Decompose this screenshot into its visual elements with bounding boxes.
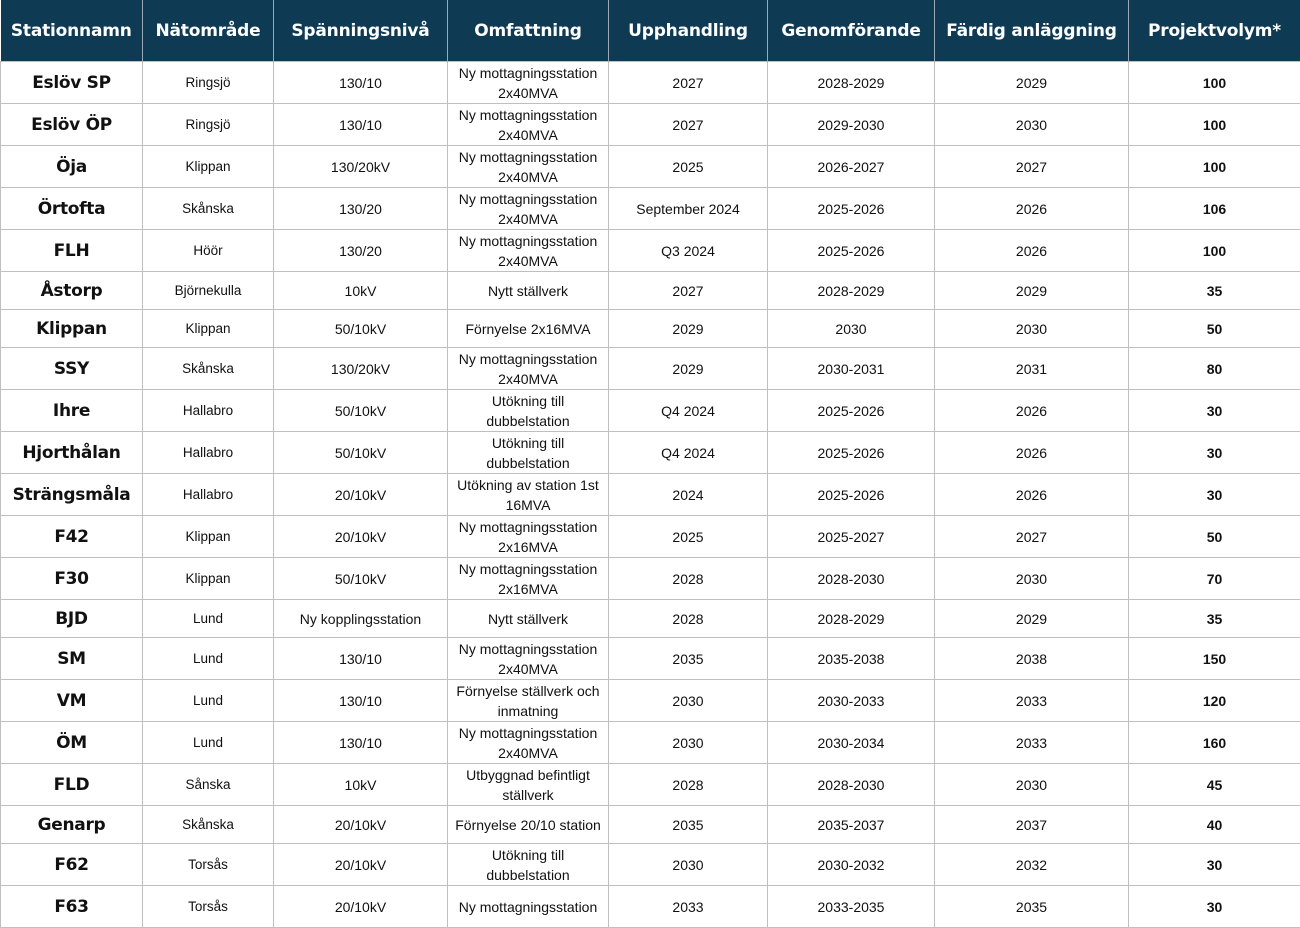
project-volume-cell[interactable]: 30 (1129, 390, 1300, 432)
network-area-cell[interactable]: Hallabro (143, 390, 274, 432)
scope-cell[interactable]: Ny mottagningsstation 2x16MVA (448, 558, 609, 600)
completed-cell[interactable]: 2026 (935, 188, 1129, 230)
completed-cell[interactable]: 2031 (935, 348, 1129, 390)
execution-cell[interactable]: 2035-2037 (768, 806, 935, 844)
table-row[interactable] (1, 474, 1300, 516)
scope-cell[interactable]: Utökning till dubbelstation (448, 390, 609, 432)
execution-cell[interactable]: 2030-2032 (768, 844, 935, 886)
station-name-cell[interactable]: Ihre (1, 390, 143, 432)
procurement-cell[interactable]: 2027 (609, 62, 768, 104)
station-name-cell[interactable]: FLD (1, 764, 143, 806)
project-volume-cell[interactable]: 40 (1129, 806, 1300, 844)
table-row[interactable] (1, 62, 1300, 104)
procurement-cell[interactable]: 2030 (609, 680, 768, 722)
table-row[interactable] (1, 638, 1300, 680)
voltage-level-cell[interactable]: 130/20 (274, 188, 448, 230)
voltage-level-cell[interactable]: 130/20 (274, 230, 448, 272)
station-name-cell[interactable]: ÖM (1, 722, 143, 764)
voltage-level-cell[interactable]: 50/10kV (274, 310, 448, 348)
column-header-natomrade[interactable]: Nätområde (143, 0, 274, 62)
procurement-cell[interactable]: 2035 (609, 638, 768, 680)
completed-cell[interactable]: 2032 (935, 844, 1129, 886)
project-volume-cell[interactable]: 100 (1129, 62, 1300, 104)
execution-cell[interactable]: 2025-2026 (768, 474, 935, 516)
execution-cell[interactable]: 2025-2026 (768, 230, 935, 272)
network-area-cell[interactable]: Klippan (143, 146, 274, 188)
station-name-cell[interactable]: Strängsmåla (1, 474, 143, 516)
station-name-cell[interactable]: Eslöv ÖP (1, 104, 143, 146)
completed-cell[interactable]: 2027 (935, 146, 1129, 188)
scope-cell[interactable]: Ny mottagningsstation 2x40MVA (448, 348, 609, 390)
network-area-cell[interactable]: Skånska (143, 348, 274, 390)
station-name-cell[interactable]: SM (1, 638, 143, 680)
station-name-cell[interactable]: F42 (1, 516, 143, 558)
project-volume-cell[interactable]: 50 (1129, 516, 1300, 558)
voltage-level-cell[interactable]: 130/10 (274, 638, 448, 680)
project-volume-cell[interactable]: 100 (1129, 230, 1300, 272)
project-volume-cell[interactable]: 120 (1129, 680, 1300, 722)
procurement-cell[interactable]: 2028 (609, 558, 768, 600)
project-volume-cell[interactable]: 80 (1129, 348, 1300, 390)
execution-cell[interactable]: 2028-2029 (768, 62, 935, 104)
scope-cell[interactable]: Nytt ställverk (448, 600, 609, 638)
voltage-level-cell[interactable]: 130/10 (274, 62, 448, 104)
column-header-fardig-anlaggning[interactable]: Färdig anläggning (935, 0, 1129, 62)
header-row (1, 0, 1300, 62)
voltage-level-cell[interactable]: 130/10 (274, 104, 448, 146)
voltage-level-cell[interactable]: 20/10kV (274, 516, 448, 558)
completed-cell[interactable]: 2026 (935, 432, 1129, 474)
completed-cell[interactable]: 2026 (935, 230, 1129, 272)
project-volume-cell[interactable]: 50 (1129, 310, 1300, 348)
project-volume-cell[interactable]: 160 (1129, 722, 1300, 764)
network-area-cell[interactable]: Hallabro (143, 432, 274, 474)
voltage-level-cell[interactable]: 10kV (274, 764, 448, 806)
table-body (1, 62, 1300, 928)
scope-cell[interactable]: Förnyelse ställverk och inmatning (448, 680, 609, 722)
execution-cell[interactable]: 2026-2027 (768, 146, 935, 188)
project-volume-cell[interactable]: 106 (1129, 188, 1300, 230)
completed-cell[interactable]: 2030 (935, 764, 1129, 806)
voltage-level-cell[interactable]: 20/10kV (274, 886, 448, 928)
execution-cell[interactable]: 2028-2029 (768, 272, 935, 310)
execution-cell[interactable]: 2025-2026 (768, 390, 935, 432)
execution-cell[interactable]: 2028-2030 (768, 558, 935, 600)
procurement-cell[interactable]: 2029 (609, 310, 768, 348)
network-area-cell[interactable]: Torsås (143, 844, 274, 886)
project-volume-cell[interactable]: 30 (1129, 886, 1300, 928)
voltage-level-cell[interactable]: Ny kopplingsstation (274, 600, 448, 638)
voltage-level-cell[interactable]: 20/10kV (274, 474, 448, 516)
network-area-cell[interactable]: Ringsjö (143, 62, 274, 104)
table-row[interactable] (1, 348, 1300, 390)
table-header (1, 0, 1300, 62)
station-name-cell[interactable]: Genarp (1, 806, 143, 844)
table-row[interactable] (1, 390, 1300, 432)
network-area-cell[interactable]: Klippan (143, 310, 274, 348)
execution-cell[interactable]: 2028-2030 (768, 764, 935, 806)
column-header-stationnamn[interactable]: Stationnamn (1, 0, 143, 62)
table-row[interactable] (1, 432, 1300, 474)
execution-cell[interactable]: 2030-2031 (768, 348, 935, 390)
voltage-level-cell[interactable]: 50/10kV (274, 432, 448, 474)
network-area-cell[interactable]: Höör (143, 230, 274, 272)
column-header-projektvolym[interactable]: Projektvolym* (1129, 0, 1300, 62)
scope-cell[interactable]: Ny mottagningsstation 2x40MVA (448, 104, 609, 146)
voltage-level-cell[interactable]: 10kV (274, 272, 448, 310)
project-volume-cell[interactable]: 45 (1129, 764, 1300, 806)
table-row[interactable] (1, 146, 1300, 188)
procurement-cell[interactable]: 2028 (609, 764, 768, 806)
procurement-cell[interactable]: September 2024 (609, 188, 768, 230)
table-row[interactable] (1, 886, 1300, 928)
procurement-cell[interactable]: Q4 2024 (609, 390, 768, 432)
completed-cell[interactable]: 2027 (935, 516, 1129, 558)
table-row[interactable] (1, 722, 1300, 764)
network-area-cell[interactable]: Björnekulla (143, 272, 274, 310)
scope-cell[interactable]: Förnyelse 2x16MVA (448, 310, 609, 348)
scope-cell[interactable]: Ny mottagningsstation 2x40MVA (448, 188, 609, 230)
network-area-cell[interactable]: Klippan (143, 558, 274, 600)
table-row[interactable] (1, 272, 1300, 310)
table-row[interactable] (1, 844, 1300, 886)
table-row[interactable] (1, 600, 1300, 638)
execution-cell[interactable]: 2030-2033 (768, 680, 935, 722)
station-name-cell[interactable]: FLH (1, 230, 143, 272)
table-row[interactable] (1, 104, 1300, 146)
table-row[interactable] (1, 806, 1300, 844)
table-row[interactable] (1, 680, 1300, 722)
network-area-cell[interactable]: Lund (143, 680, 274, 722)
column-header-spanningsniva[interactable]: Spänningsnivå (274, 0, 448, 62)
table-row[interactable] (1, 188, 1300, 230)
procurement-cell[interactable]: 2027 (609, 104, 768, 146)
procurement-cell[interactable]: 2030 (609, 722, 768, 764)
scope-cell[interactable]: Ny mottagningsstation 2x40MVA (448, 146, 609, 188)
network-area-cell[interactable]: Sånska (143, 764, 274, 806)
completed-cell[interactable]: 2030 (935, 558, 1129, 600)
station-name-cell[interactable]: Klippan (1, 310, 143, 348)
completed-cell[interactable]: 2030 (935, 104, 1129, 146)
procurement-cell[interactable]: 2033 (609, 886, 768, 928)
network-area-cell[interactable]: Lund (143, 638, 274, 680)
voltage-level-cell[interactable]: 130/10 (274, 680, 448, 722)
scope-cell[interactable]: Utökning till dubbelstation (448, 844, 609, 886)
table-row[interactable] (1, 516, 1300, 558)
execution-cell[interactable]: 2030 (768, 310, 935, 348)
station-name-cell[interactable]: F62 (1, 844, 143, 886)
project-volume-cell[interactable]: 35 (1129, 600, 1300, 638)
completed-cell[interactable]: 2038 (935, 638, 1129, 680)
station-name-cell[interactable]: Eslöv SP (1, 62, 143, 104)
execution-cell[interactable]: 2033-2035 (768, 886, 935, 928)
execution-cell[interactable]: 2028-2029 (768, 600, 935, 638)
station-name-cell[interactable]: Hjorthålan (1, 432, 143, 474)
scope-cell[interactable]: Utbyggnad befintligt ställverk (448, 764, 609, 806)
table-row[interactable] (1, 310, 1300, 348)
procurement-cell[interactable]: 2030 (609, 844, 768, 886)
project-volume-cell[interactable]: 150 (1129, 638, 1300, 680)
network-area-cell[interactable]: Lund (143, 600, 274, 638)
scope-cell[interactable]: Utökning till dubbelstation (448, 432, 609, 474)
procurement-cell[interactable]: 2035 (609, 806, 768, 844)
procurement-cell[interactable]: 2029 (609, 348, 768, 390)
scope-cell[interactable]: Ny mottagningsstation (448, 886, 609, 928)
network-area-cell[interactable]: Lund (143, 722, 274, 764)
column-header-upphandling[interactable]: Upphandling (609, 0, 768, 62)
station-name-cell[interactable]: SSY (1, 348, 143, 390)
execution-cell[interactable]: 2029-2030 (768, 104, 935, 146)
station-name-cell[interactable]: BJD (1, 600, 143, 638)
station-name-cell[interactable]: VM (1, 680, 143, 722)
station-name-cell[interactable]: F63 (1, 886, 143, 928)
voltage-level-cell[interactable]: 20/10kV (274, 844, 448, 886)
network-area-cell[interactable]: Skånska (143, 188, 274, 230)
project-volume-cell[interactable]: 100 (1129, 146, 1300, 188)
completed-cell[interactable]: 2029 (935, 272, 1129, 310)
completed-cell[interactable]: 2029 (935, 600, 1129, 638)
scope-cell[interactable]: Utökning av station 1st 16MVA (448, 474, 609, 516)
execution-cell[interactable]: 2035-2038 (768, 638, 935, 680)
procurement-cell[interactable]: Q4 2024 (609, 432, 768, 474)
voltage-level-cell[interactable]: 50/10kV (274, 558, 448, 600)
station-name-cell[interactable]: Öja (1, 146, 143, 188)
network-area-cell[interactable]: Ringsjö (143, 104, 274, 146)
scope-cell[interactable]: Ny mottagningsstation 2x40MVA (448, 230, 609, 272)
network-area-cell[interactable]: Torsås (143, 886, 274, 928)
scope-cell[interactable]: Ny mottagningsstation 2x40MVA (448, 638, 609, 680)
station-name-cell[interactable]: F30 (1, 558, 143, 600)
execution-cell[interactable]: 2025-2026 (768, 432, 935, 474)
completed-cell[interactable]: 2026 (935, 474, 1129, 516)
execution-cell[interactable]: 2030-2034 (768, 722, 935, 764)
completed-cell[interactable]: 2035 (935, 886, 1129, 928)
station-name-cell[interactable]: Örtofta (1, 188, 143, 230)
project-volume-cell[interactable]: 35 (1129, 272, 1300, 310)
project-volume-cell[interactable]: 30 (1129, 432, 1300, 474)
voltage-level-cell[interactable]: 130/20kV (274, 146, 448, 188)
column-header-genomforande[interactable]: Genomförande (768, 0, 935, 62)
voltage-level-cell[interactable]: 20/10kV (274, 806, 448, 844)
completed-cell[interactable]: 2033 (935, 680, 1129, 722)
project-volume-cell[interactable]: 100 (1129, 104, 1300, 146)
network-area-cell[interactable]: Hallabro (143, 474, 274, 516)
column-header-omfattning[interactable]: Omfattning (448, 0, 609, 62)
execution-cell[interactable]: 2025-2027 (768, 516, 935, 558)
completed-cell[interactable]: 2033 (935, 722, 1129, 764)
table-row[interactable] (1, 764, 1300, 806)
project-volume-cell[interactable]: 30 (1129, 474, 1300, 516)
procurement-cell[interactable]: 2027 (609, 272, 768, 310)
scope-cell[interactable]: Ny mottagningsstation 2x40MVA (448, 62, 609, 104)
scope-cell[interactable]: Nytt ställverk (448, 272, 609, 310)
procurement-cell[interactable]: 2025 (609, 146, 768, 188)
execution-cell[interactable]: 2025-2026 (768, 188, 935, 230)
completed-cell[interactable]: 2037 (935, 806, 1129, 844)
procurement-cell[interactable]: 2028 (609, 600, 768, 638)
completed-cell[interactable]: 2030 (935, 310, 1129, 348)
procurement-cell[interactable]: Q3 2024 (609, 230, 768, 272)
scope-cell[interactable]: Ny mottagningsstation 2x40MVA (448, 722, 609, 764)
table-row[interactable] (1, 558, 1300, 600)
procurement-cell[interactable]: 2024 (609, 474, 768, 516)
scope-cell[interactable]: Förnyelse 20/10 station (448, 806, 609, 844)
project-volume-cell[interactable]: 30 (1129, 844, 1300, 886)
completed-cell[interactable]: 2029 (935, 62, 1129, 104)
network-area-cell[interactable]: Skånska (143, 806, 274, 844)
procurement-cell[interactable]: 2025 (609, 516, 768, 558)
station-name-cell[interactable]: Åstorp (1, 272, 143, 310)
project-volume-cell[interactable]: 70 (1129, 558, 1300, 600)
completed-cell[interactable]: 2026 (935, 390, 1129, 432)
scope-cell[interactable]: Ny mottagningsstation 2x16MVA (448, 516, 609, 558)
voltage-level-cell[interactable]: 130/10 (274, 722, 448, 764)
voltage-level-cell[interactable]: 50/10kV (274, 390, 448, 432)
voltage-level-cell[interactable]: 130/20kV (274, 348, 448, 390)
network-area-cell[interactable]: Klippan (143, 516, 274, 558)
table-row[interactable] (1, 230, 1300, 272)
